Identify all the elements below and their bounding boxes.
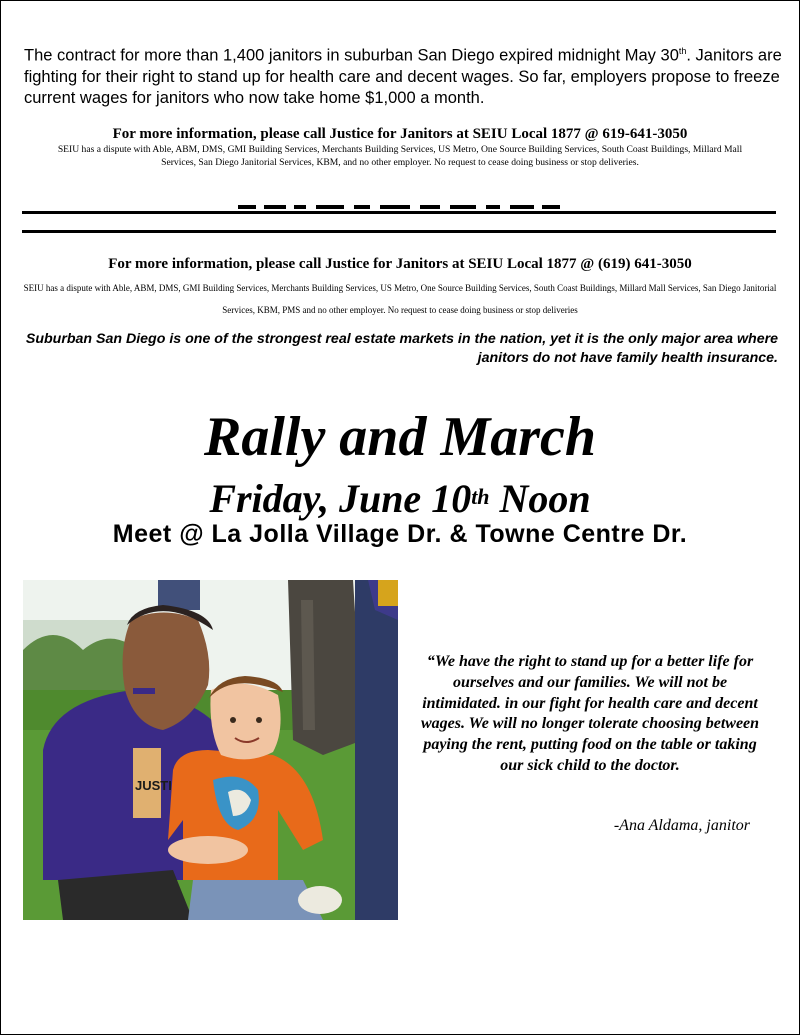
event-title: Rally and March <box>203 406 597 468</box>
info-heading-2: For more information, please call Justice for Janitors at SEIU Local 1877 @ (619) 641-3050 <box>108 256 692 272</box>
photo-janitor-and-child <box>23 580 398 920</box>
divider-rule-top <box>22 211 776 214</box>
tagline: Suburban San Diego is one of the strongest real estate markets in the nation, yet it is the only major area where janitors do not have family health insurance. <box>25 331 778 366</box>
dispute-disclaimer-1: SEIU has a dispute with Able, ABM, DMS, GMI Building Services, Merchants Building Services, US Metro, One Source Building Services, South Coast Buildings, Millard Mall Services, San Diego Janitorial Services, KBM, and no other employer. No request to cease doing business or stop deliveries. <box>57 144 743 168</box>
dispute-disclaimer-2: SEIU has a dispute with Able, ABM, DMS, GMI Building Services, Merchants Building Services, US Metro, One Source Building Services, South Coast Buildings, Millard Mall Services, San Diego Janitorial Services, KBM, PMS and no other employer. No request to cease doing business or stop deliveries <box>23 283 777 315</box>
shirt-lettering: JUSTI <box>135 778 172 793</box>
event-location: Meet @ La Jolla Village Dr. & Towne Centre Dr. <box>112 520 688 548</box>
quote-text: “We have the right to stand up for a better life for ourselves and our families. We will not be intimidated. in our fight for health care and decent wages. We will no longer tolerate choosing between paying the rent, putting food on the table or taking our sick child to the doctor. <box>420 653 760 774</box>
info-heading-1: For more information, please call Justice for Janitors at SEIU Local 1877 @ 619-641-3050 <box>112 126 688 142</box>
quote-attribution: -Ana Aldama, janitor <box>613 817 750 834</box>
intro-paragraph: The contract for more than 1,400 janitors in suburban San Diego expired midnight May 30th. Janitors are fighting for their right to stand up for health care and decent wages. So far, employers propose to freeze current wages for janitors who now take home $1,000 a month. <box>24 46 782 107</box>
event-date: Friday, June 10th Noon <box>209 476 591 521</box>
divider-rule-bottom <box>22 230 776 233</box>
